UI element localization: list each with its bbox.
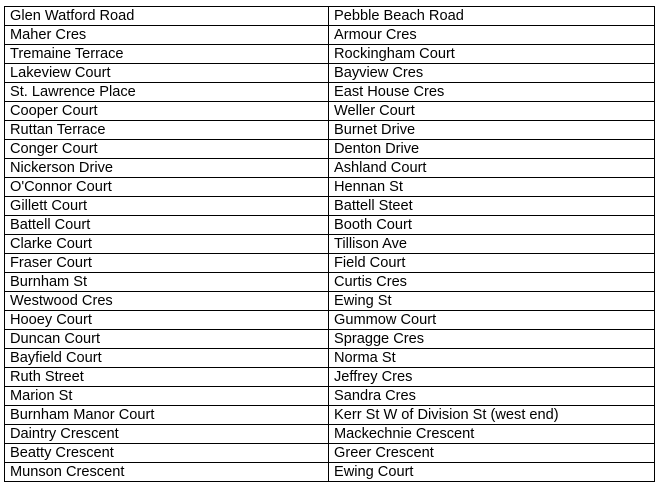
street-name-right: Gummow Court (329, 311, 655, 330)
street-name-left: Daintry Crescent (5, 425, 329, 444)
street-name-right: Spragge Cres (329, 330, 655, 349)
street-name-left: Lakeview Court (5, 64, 329, 83)
street-name-left: Burnham Manor Court (5, 406, 329, 425)
table-row (5, 311, 655, 330)
street-name-right: Booth Court (329, 216, 655, 235)
street-name-left: Clarke Court (5, 235, 329, 254)
street-name-right: East House Cres (329, 83, 655, 102)
street-name-right: Battell Steet (329, 197, 655, 216)
street-name-left: Glen Watford Road (5, 7, 329, 26)
table-row (5, 140, 655, 159)
street-name-right: Ewing St (329, 292, 655, 311)
street-name-left: Duncan Court (5, 330, 329, 349)
table-row (5, 349, 655, 368)
table-row (5, 292, 655, 311)
table-row (5, 159, 655, 178)
table-row (5, 121, 655, 140)
table-row (5, 406, 655, 425)
street-name-right: Rockingham Court (329, 45, 655, 64)
street-name-right: Greer Crescent (329, 444, 655, 463)
table-row (5, 216, 655, 235)
table-row (5, 26, 655, 45)
table-row (5, 273, 655, 292)
street-list-body (5, 7, 655, 482)
street-name-left: Ruttan Terrace (5, 121, 329, 140)
street-name-left: Conger Court (5, 140, 329, 159)
street-name-left: Westwood Cres (5, 292, 329, 311)
street-name-right: Hennan St (329, 178, 655, 197)
street-name-left: O'Connor Court (5, 178, 329, 197)
street-name-left: Ruth Street (5, 368, 329, 387)
table-row (5, 83, 655, 102)
street-name-left: Beatty Crescent (5, 444, 329, 463)
street-name-left: Maher Cres (5, 26, 329, 45)
table-row (5, 7, 655, 26)
street-name-right: Jeffrey Cres (329, 368, 655, 387)
street-name-right: Ewing Court (329, 463, 655, 482)
street-name-right: Armour Cres (329, 26, 655, 45)
street-name-right: Ashland Court (329, 159, 655, 178)
table-row (5, 197, 655, 216)
street-list-table (4, 6, 655, 482)
table-row (5, 178, 655, 197)
street-name-right: Weller Court (329, 102, 655, 121)
street-name-left: Fraser Court (5, 254, 329, 273)
street-name-left: Tremaine Terrace (5, 45, 329, 64)
table-row (5, 235, 655, 254)
street-name-left: Burnham St (5, 273, 329, 292)
document-page (4, 6, 654, 482)
table-row (5, 425, 655, 444)
table-row (5, 330, 655, 349)
street-name-right: Denton Drive (329, 140, 655, 159)
street-name-right: Curtis Cres (329, 273, 655, 292)
street-name-right: Sandra Cres (329, 387, 655, 406)
street-name-right: Tillison Ave (329, 235, 655, 254)
table-row (5, 102, 655, 121)
street-name-right: Pebble Beach Road (329, 7, 655, 26)
table-row (5, 45, 655, 64)
street-name-right: Kerr St W of Division St (west end) (329, 406, 655, 425)
street-name-left: Munson Crescent (5, 463, 329, 482)
table-row (5, 463, 655, 482)
table-row (5, 444, 655, 463)
street-name-right: Bayview Cres (329, 64, 655, 83)
street-name-left: Nickerson Drive (5, 159, 329, 178)
street-name-right: Burnet Drive (329, 121, 655, 140)
street-name-left: Hooey Court (5, 311, 329, 330)
street-name-left: Gillett Court (5, 197, 329, 216)
table-row (5, 254, 655, 273)
street-name-right: Field Court (329, 254, 655, 273)
street-name-left: Battell Court (5, 216, 329, 235)
street-name-left: Marion St (5, 387, 329, 406)
street-name-right: Norma St (329, 349, 655, 368)
table-row (5, 64, 655, 83)
table-row (5, 387, 655, 406)
street-name-left: Bayfield Court (5, 349, 329, 368)
street-name-right: Mackechnie Crescent (329, 425, 655, 444)
street-name-left: St. Lawrence Place (5, 83, 329, 102)
table-row (5, 368, 655, 387)
street-name-left: Cooper Court (5, 102, 329, 121)
